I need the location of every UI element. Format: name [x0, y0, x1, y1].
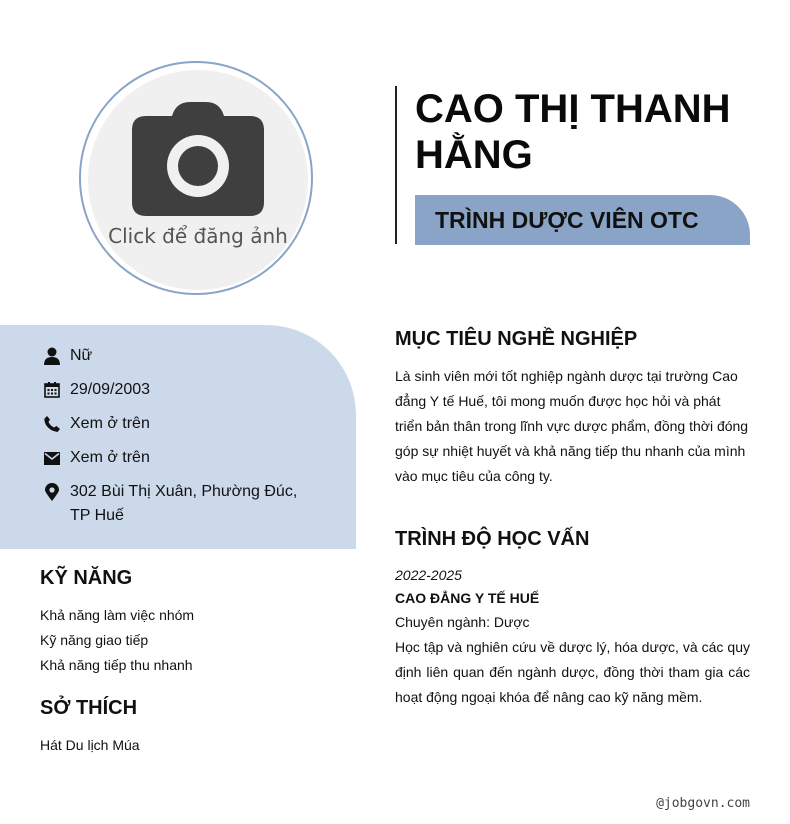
email-value: Xem ở trên — [70, 449, 150, 466]
education-heading: TRÌNH ĐỘ HỌC VẤN — [395, 528, 590, 550]
watermark: @jobgovn.com — [656, 796, 750, 811]
hobbies-heading: SỞ THÍCH — [40, 697, 138, 719]
education-period: 2022-2025 — [395, 567, 462, 583]
candidate-name: CAO THỊ THANH HẰNG — [415, 87, 731, 177]
header-divider — [395, 86, 397, 244]
skill-item: Khả năng làm việc nhóm — [40, 607, 195, 623]
objective-heading: MỤC TIÊU NGHỀ NGHIỆP — [395, 328, 638, 350]
email-icon — [40, 446, 64, 470]
contact-address — [40, 480, 310, 528]
education-description: Học tập và nghiên cứu về dược lý, hóa dược, và các quy định liên quan đến ngành dược, đồng thời tham gia các hoạt động ngoại khóa để nâng cao kỹ năng mềm. — [395, 639, 750, 705]
camera-icon — [132, 102, 264, 218]
contact-gender — [40, 344, 310, 368]
person-icon — [40, 344, 64, 368]
gender-value: Nữ — [70, 347, 93, 364]
phone-value: Xem ở trên — [70, 415, 150, 432]
skills-heading: KỸ NĂNG — [40, 567, 133, 589]
job-title-band — [415, 195, 750, 245]
hobbies-text: Hát Du lịch Múa — [40, 737, 140, 753]
phone-icon — [40, 412, 64, 436]
avatar-upload-caption[interactable]: Click để đăng ảnh — [108, 224, 288, 248]
calendar-icon — [40, 378, 64, 402]
address-value: 302 Bùi Thị Xuân, Phường Đúc, TP Huế — [70, 483, 298, 524]
skill-item: Khả năng tiếp thu nhanh — [40, 657, 193, 673]
education-major: Chuyên ngành: Dược — [395, 614, 530, 630]
job-title: TRÌNH DƯỢC VIÊN OTC — [435, 207, 699, 233]
objective-text: Là sinh viên mới tốt nghiệp ngành dược tại trường Cao đẳng Y tế Huế, tôi mong muốn được học hỏi và phát triển bản thân trong lĩnh vực dược phẩm, đồng thời đóng góp sự nhiệt huyết và khả năng tiếp thu nhanh của mình vào mục tiêu của công ty. — [395, 368, 749, 484]
contact-phone — [40, 412, 310, 436]
location-pin-icon — [40, 480, 64, 504]
birthday-value: 29/09/2003 — [70, 381, 151, 398]
contact-email — [40, 446, 310, 470]
contact-birthday — [40, 378, 310, 402]
education-school: CAO ĐẲNG Y TẾ HUẾ — [395, 590, 540, 606]
skill-item: Kỹ năng giao tiếp — [40, 632, 149, 648]
